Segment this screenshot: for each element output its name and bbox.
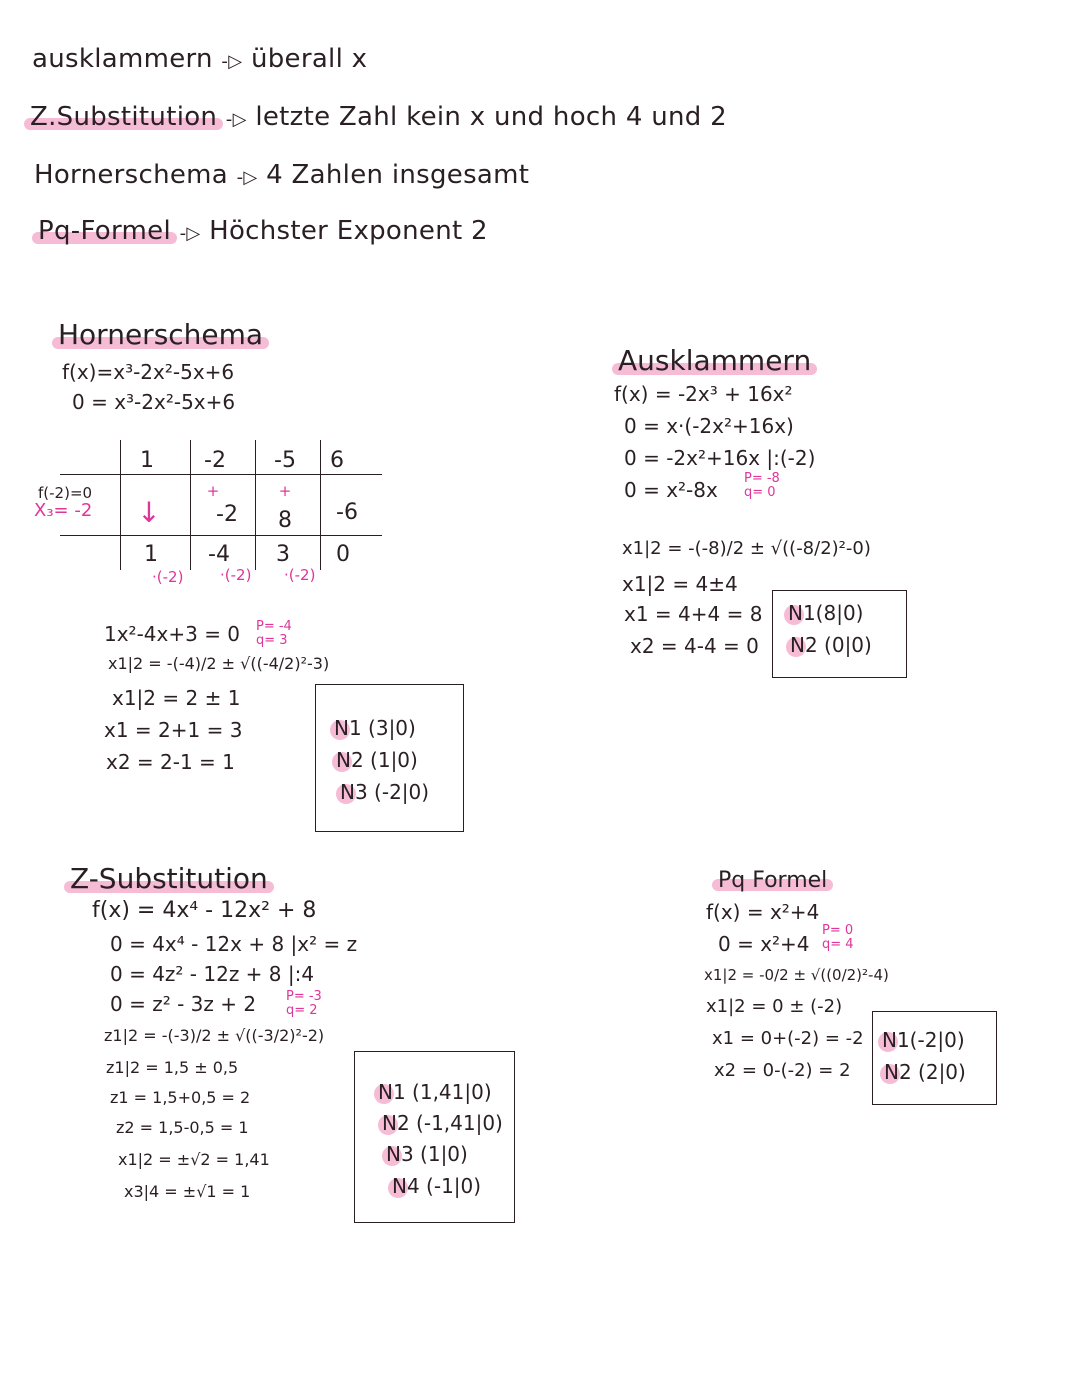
section-title: Pq Formel [718, 868, 828, 893]
coeff-cell: 6 [330, 448, 344, 473]
result-point: N2 (-1,41|0) [382, 1111, 503, 1135]
equation-line: 0 = x³-2x²-5x+6 [72, 390, 236, 414]
multiplier: ·(-2) [152, 568, 184, 586]
calc-line: x1 = 0+(-2) = -2 [712, 1028, 864, 1049]
calc-line: x1|2 = ±√2 = 1,41 [118, 1150, 270, 1169]
calc-line: 0 = -2x²+16x |:(-2) [624, 446, 816, 470]
calc-line: x1|2 = 2 ± 1 [112, 686, 241, 710]
results-box [872, 1011, 997, 1105]
result-point: N1 (1,41|0) [378, 1080, 492, 1104]
result-point: N1(-2|0) [882, 1028, 965, 1052]
rule-text: letzte Zahl kein x und hoch 4 und 2 [255, 102, 728, 132]
calc-line: 0 = z² - 3z + 2 [110, 992, 257, 1016]
calc-line: x1 = 4+4 = 8 [624, 602, 763, 626]
calc-line: 0 = x·(-2x²+16x) [624, 414, 794, 438]
rule-term: Z.Substitution [30, 102, 218, 132]
rule-row [34, 160, 529, 190]
calc-line: x1|2 = 0 ± (-2) [706, 996, 843, 1017]
calc-line: 0 = 4z² - 12z + 8 |:4 [110, 962, 315, 986]
calc-line: 0 = 4x⁴ - 12x + 8 |x² = z [110, 932, 358, 956]
calc-line: 1x²-4x+3 = 0 [104, 622, 241, 646]
multiplier: ·(-2) [284, 566, 316, 584]
result-point: N1(8|0) [788, 601, 864, 625]
calc-line: 0 = x²-8x [624, 478, 718, 502]
q-value: q= 3 [256, 633, 288, 649]
calc-line: x2 = 2-1 = 1 [106, 750, 235, 774]
coeff-cell: -2 [204, 448, 226, 473]
calc-line: f(x) = x²+4 [706, 900, 820, 924]
arrow-icon: -▷ [179, 223, 201, 244]
calc-line: f(x) = -2x³ + 16x² [614, 382, 793, 406]
mid-cell: 8 [278, 508, 292, 533]
p-value: P= -3 [286, 989, 322, 1004]
calc-line: x1|2 = 4±4 [622, 572, 738, 596]
pq-values [822, 924, 854, 953]
function-line: f(x)=x³-2x²-5x+6 [62, 360, 235, 384]
section-title: Hornerschema [58, 318, 264, 351]
plus-sign: + [278, 482, 292, 500]
calc-line: z1|2 = -(-3)/2 ± √((-3/2)²-2) [104, 1026, 325, 1045]
rule-term: Hornerschema [34, 160, 229, 190]
root-check: f(-2)=0 [38, 484, 93, 502]
rule-text: 4 Zahlen insgesamt [266, 160, 530, 190]
q-value: q= 4 [822, 937, 854, 953]
result-cell: 0 [336, 542, 350, 567]
section-title: Z-Substitution [70, 862, 268, 895]
calc-line: z1 = 1,5+0,5 = 2 [110, 1088, 251, 1107]
calc-line: 0 = x²+4 [718, 932, 810, 956]
q-value: q= 0 [744, 485, 776, 501]
calc-line: x1 = 2+1 = 3 [104, 718, 243, 742]
section-title: Ausklammern [618, 344, 812, 377]
root-value: X₃= -2 [34, 500, 93, 521]
result-point: N4 (-1|0) [392, 1174, 482, 1198]
calc-line: x1|2 = -(-4)/2 ± √((-4/2)²-3) [108, 654, 330, 673]
result-point: N2 (1|0) [336, 748, 418, 772]
result-cell: 3 [276, 542, 290, 567]
calc-line: x1|2 = -(-8)/2 ± √((-8/2)²-0) [622, 538, 871, 559]
plus-sign: + [206, 482, 220, 500]
rule-term: ausklammern [32, 44, 213, 74]
calc-line: x2 = 0-(-2) = 2 [714, 1060, 851, 1081]
mid-cell: -6 [336, 500, 358, 525]
arrow-icon: -▷ [236, 167, 258, 188]
p-value: P= 0 [822, 923, 854, 938]
calc-line: f(x) = 4x⁴ - 12x² + 8 [92, 898, 317, 923]
result-point: N3 (1|0) [386, 1142, 468, 1166]
rule-row [30, 102, 727, 132]
coeff-cell: 1 [140, 448, 154, 473]
calc-line: z2 = 1,5-0,5 = 1 [116, 1118, 249, 1137]
calc-line: x1|2 = -0/2 ± √((0/2)²-4) [704, 966, 889, 984]
result-point: N2 (2|0) [884, 1060, 966, 1084]
p-value: P= -8 [744, 471, 780, 486]
result-cell: -4 [208, 542, 230, 567]
q-value: q= 2 [286, 1003, 318, 1019]
rule-text: überall x [250, 44, 368, 74]
multiplier: ·(-2) [220, 566, 252, 584]
result-point: N1 (3|0) [334, 716, 416, 740]
rule-term: Pq-Formel [38, 216, 171, 246]
arrow-icon: -▷ [225, 109, 247, 130]
pq-values [744, 472, 780, 501]
pq-values [286, 990, 322, 1019]
arrow-icon: -▷ [221, 51, 243, 72]
pq-values [256, 620, 292, 649]
calc-line: x2 = 4-4 = 0 [630, 634, 759, 658]
rule-row [38, 216, 488, 246]
calc-line: x3|4 = ±√1 = 1 [124, 1182, 251, 1201]
rule-text: Höchster Exponent 2 [209, 216, 488, 246]
result-point: N2 (0|0) [790, 633, 872, 657]
calc-line: z1|2 = 1,5 ± 0,5 [106, 1058, 239, 1077]
p-value: P= -4 [256, 619, 292, 634]
arrow-down-icon: ↓ [137, 496, 161, 529]
result-point: N3 (-2|0) [340, 780, 430, 804]
result-cell: 1 [144, 542, 158, 567]
mid-cell: -2 [216, 502, 238, 527]
coeff-cell: -5 [274, 448, 296, 473]
rule-row [32, 44, 367, 74]
